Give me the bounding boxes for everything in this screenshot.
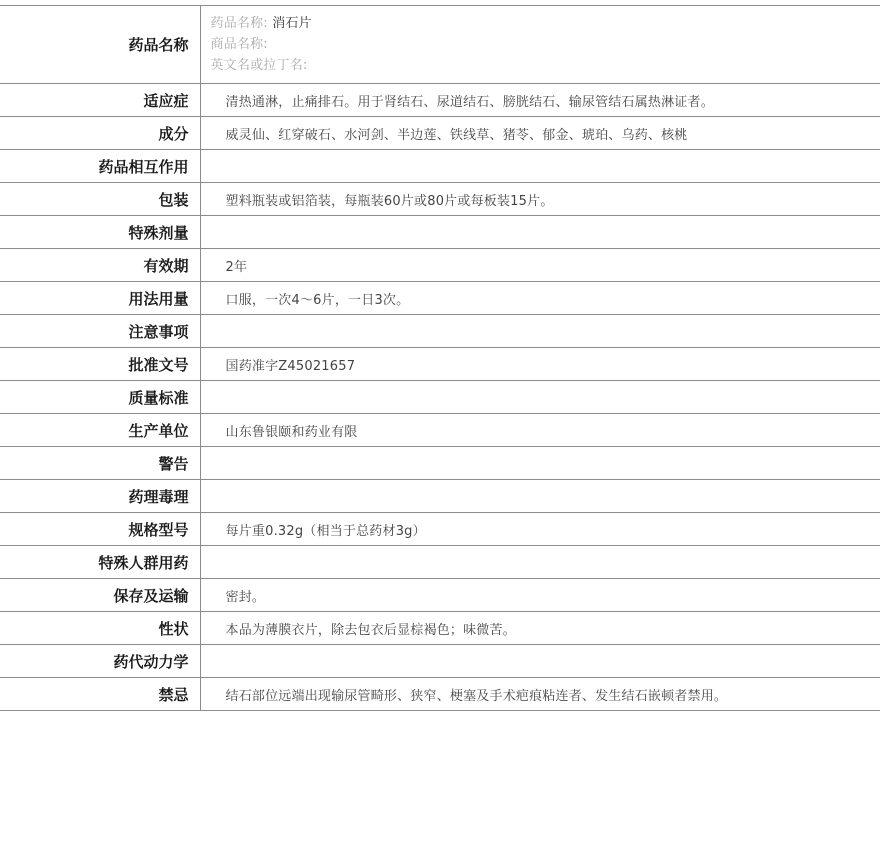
row-label: 药品相互作用	[0, 150, 200, 183]
table-row	[0, 150, 880, 183]
row-value: 山东鲁银颐和药业有限	[200, 414, 880, 447]
trade-name-key: 商品名称:	[210, 37, 268, 52]
row-value: 2年	[200, 249, 880, 282]
table-row	[0, 315, 880, 348]
row-label: 规格型号	[0, 513, 200, 546]
generic-name-value: 消石片	[272, 16, 312, 31]
row-value: 口服，一次4～6片，一日3次。	[200, 282, 880, 315]
drug-spec-table	[0, 5, 880, 711]
row-value	[200, 546, 880, 579]
table-row	[0, 414, 880, 447]
row-value	[200, 150, 880, 183]
table-row	[0, 117, 880, 150]
row-label: 药理毒理	[0, 480, 200, 513]
table-row	[0, 678, 880, 711]
table-row	[0, 249, 880, 282]
row-label: 特殊人群用药	[0, 546, 200, 579]
row-label: 禁忌	[0, 678, 200, 711]
row-label: 特殊剂量	[0, 216, 200, 249]
drug-spec-table-body	[0, 6, 880, 711]
row-label: 包装	[0, 183, 200, 216]
drug-name-cell	[200, 6, 880, 84]
latin-name-line	[211, 55, 880, 76]
row-value	[200, 447, 880, 480]
row-value: 密封。	[200, 579, 880, 612]
row-value	[200, 216, 880, 249]
row-value: 清热通淋，止痛排石。用于肾结石、尿道结石、膀胱结石、输尿管结石属热淋证者。	[200, 84, 880, 117]
table-row	[0, 447, 880, 480]
table-row	[0, 612, 880, 645]
row-label: 有效期	[0, 249, 200, 282]
table-row	[0, 183, 880, 216]
row-value: 每片重0.32g（相当于总药材3g）	[200, 513, 880, 546]
table-row	[0, 480, 880, 513]
row-value	[200, 645, 880, 678]
table-row	[0, 546, 880, 579]
generic-name-key: 药品名称:	[210, 16, 268, 31]
row-label: 注意事项	[0, 315, 200, 348]
row-label: 用法用量	[0, 282, 200, 315]
row-label: 质量标准	[0, 381, 200, 414]
table-row	[0, 84, 880, 117]
row-value: 威灵仙、红穿破石、水河剑、半边莲、铁线草、猪苓、郁金、琥珀、乌药、核桃	[200, 117, 880, 150]
latin-name-key: 英文名或拉丁名:	[210, 58, 308, 73]
row-label: 适应症	[0, 84, 200, 117]
row-label: 保存及运输	[0, 579, 200, 612]
table-row	[0, 216, 880, 249]
row-value	[200, 315, 880, 348]
row-label: 警告	[0, 447, 200, 480]
trade-name-line	[211, 34, 880, 55]
row-label: 药代动力学	[0, 645, 200, 678]
table-row	[0, 513, 880, 546]
row-value	[200, 381, 880, 414]
row-label: 性状	[0, 612, 200, 645]
row-label: 批准文号	[0, 348, 200, 381]
row-value: 本品为薄膜衣片，除去包衣后显棕褐色；味微苦。	[200, 612, 880, 645]
table-row-drug-name	[0, 6, 880, 84]
table-row	[0, 348, 880, 381]
table-row	[0, 282, 880, 315]
row-value: 结石部位远端出现输尿管畸形、狭窄、梗塞及手术疤痕粘连者、发生结石嵌顿者禁用。	[200, 678, 880, 711]
table-row	[0, 579, 880, 612]
row-value: 塑料瓶装或铝箔装，每瓶装60片或80片或每板装15片。	[200, 183, 880, 216]
generic-name-line	[211, 13, 880, 34]
row-value: 国药准字Z45021657	[200, 348, 880, 381]
row-label-drug-name: 药品名称	[0, 6, 200, 84]
row-label: 成分	[0, 117, 200, 150]
row-value	[200, 480, 880, 513]
table-row	[0, 645, 880, 678]
row-label: 生产单位	[0, 414, 200, 447]
table-row	[0, 381, 880, 414]
